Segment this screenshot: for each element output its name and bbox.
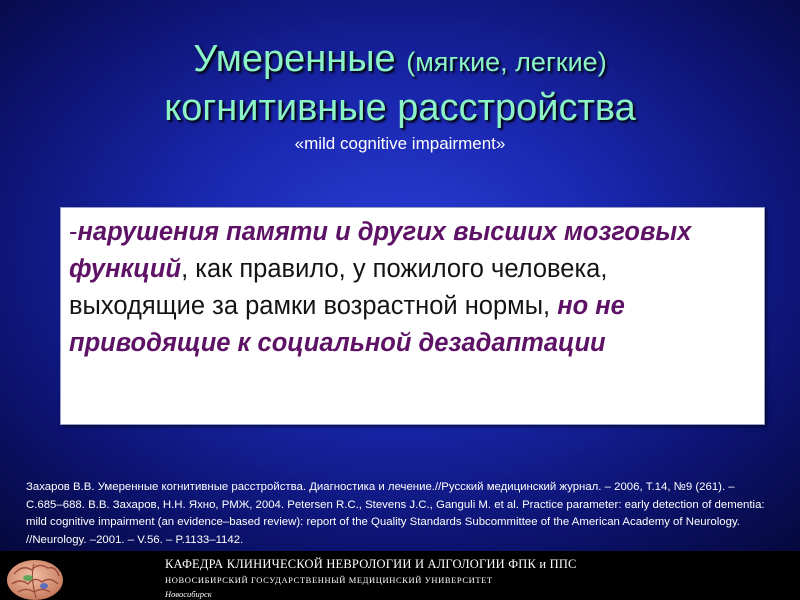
definition-emphasis-1: нарушения памяти и других высших мозговых функций — [69, 218, 692, 283]
slide-subtitle: «mild cognitive impairment» — [294, 134, 506, 153]
slide-title — [0, 36, 800, 131]
brain-icon — [4, 554, 66, 600]
title-parenthetical: (мягкие, легкие) — [406, 47, 607, 77]
footer-university: НОВОСИБИРСКИЙ ГОСУДАРСТВЕННЫЙ МЕДИЦИНСКИЙ УНИВЕРСИТЕТ — [165, 575, 493, 585]
title-line-1 — [0, 36, 800, 85]
definition-dash: - — [69, 218, 78, 246]
footer-city: Новосибирск — [165, 589, 212, 599]
definition-emphasis-2: но не приводящие к социальной дезадаптации — [69, 292, 625, 357]
footer-department: КАФЕДРА КЛИНИЧЕСКОЙ НЕВРОЛОГИИ И АЛГОЛОГИИ ФПК и ППС — [165, 557, 577, 571]
references: Захаров В.В. Умеренные когнитивные расстройства. Диагностика и лечение.//Русский медицинский журнал. – 2006, Т.14, №9 (261). – С.685–688. В.В. Захаров, Н.Н. Яхно, РМЖ, 2004. Petersen R.C., Stevens J.C., Ganguli M. et al. Practice parameter: early detection of dementia: mild cognitive impairment (an evidence–based review): report of the Quality Standards Subcommittee of the American Academy of Neurology. //Neurology. –2001. – V.56. – P.1133–1142. — [26, 481, 765, 546]
definition-box — [60, 207, 765, 425]
title-line-2: когнитивные расстройства — [164, 87, 636, 129]
title-main: Умеренные — [193, 38, 396, 80]
definition-text: , как правило, у пожилого человека, выходящие за рамки возрастной нормы, — [69, 255, 608, 320]
